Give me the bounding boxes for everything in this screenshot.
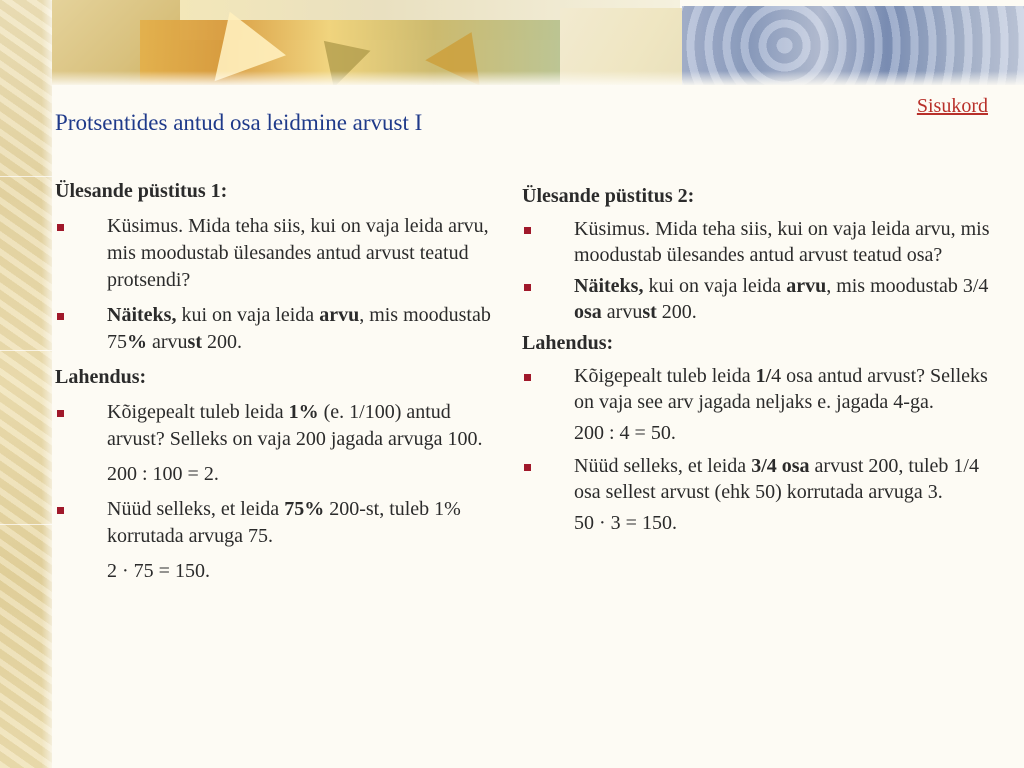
question-text: Küsimus. Mida teha siis, kui on vaja leida arvu, mis moodustab ülesandes antud arvust teatud osa? (574, 218, 990, 266)
left-decorative-strip (0, 0, 52, 768)
task-1-column (55, 178, 495, 593)
step-text: arvust 200, tuleb 1/4 osa sellest arvust (ehk 50) korrutada arvuga 3. (574, 455, 979, 503)
step-text: 200-st, tuleb 1% korrutada arvuga 75. (107, 498, 461, 547)
list-item (55, 213, 495, 294)
step-text: Kõigepealt tuleb leida (107, 401, 289, 423)
task-2-column (522, 183, 992, 543)
example-bold: st (187, 331, 202, 353)
strip-divider (0, 176, 52, 177)
bullet-icon (57, 313, 64, 320)
calculation: 200 : 100 = 2. (107, 463, 219, 485)
example-text: 200. (202, 331, 242, 353)
list-item (55, 302, 495, 356)
list-item (55, 496, 495, 550)
example-text: arvu (147, 331, 188, 353)
bullet-icon (57, 507, 64, 514)
question-text: Küsimus. Mida teha siis, kui on vaja leida arvu, mis moodustab ülesandes antud arvust teatud protsendi? (107, 215, 489, 291)
bullet-icon (57, 410, 64, 417)
step-text: Nüüd selleks, et leida (107, 498, 285, 520)
example-text: , mis moodustab 3/4 (826, 275, 989, 297)
step-bold: 75% (284, 498, 325, 520)
example-bold: osa (574, 301, 602, 323)
list-item (522, 363, 992, 415)
step-bold: 1% (288, 401, 319, 423)
strip-divider (0, 350, 52, 351)
list-item (522, 453, 992, 505)
step-bold: 1/ (755, 365, 772, 387)
example-label: Näiteks, (107, 304, 177, 326)
example-text: , mis moodustab 75 (107, 304, 491, 353)
list-item (522, 273, 992, 325)
bullet-icon (524, 464, 531, 471)
slide-title: Protsentides antud osa leidmine arvust I (55, 110, 423, 135)
example-text: 200. (656, 301, 697, 323)
calculation: 2 · 75 = 150. (107, 560, 210, 582)
step-text: Kõigepealt tuleb leida (574, 365, 756, 387)
example-bold: arvu (786, 275, 827, 297)
example-text: kui on vaja leida (643, 275, 787, 297)
table-of-contents-link[interactable]: Sisukord (916, 95, 988, 117)
bullet-icon (57, 224, 64, 231)
step-text: 4 osa antud arvust? Selleks on vaja see arv jagada neljaks e. jagada 4-ga. (574, 365, 988, 413)
step-text: (e. 1/100) antud arvust? Selleks on vaja 200 jagada arvuga 100. (107, 401, 483, 450)
bullet-icon (524, 374, 531, 381)
task-2-heading: Ülesande püstitus 2: (522, 185, 695, 207)
example-bold: st (642, 301, 657, 323)
example-label: Näiteks, (574, 275, 644, 297)
task-1-heading: Ülesande püstitus 1: (55, 180, 228, 202)
example-bold: arvu (319, 304, 360, 326)
calculation: 50 · 3 = 150. (574, 512, 677, 534)
calculation: 200 : 4 = 50. (574, 422, 676, 444)
example-text: arvu (601, 301, 643, 323)
list-item (522, 216, 992, 268)
solution-heading: Lahendus: (55, 366, 147, 388)
example-text: kui on vaja leida (176, 304, 320, 326)
strip-divider (0, 524, 52, 525)
step-text: Nüüd selleks, et leida (574, 455, 752, 477)
solution-heading: Lahendus: (522, 332, 614, 354)
list-item (55, 399, 495, 453)
bullet-icon (524, 227, 531, 234)
header-decorative-band (52, 0, 1024, 85)
example-bold: % (127, 331, 147, 353)
bullet-icon (524, 284, 531, 291)
step-bold: 3/4 osa (751, 455, 810, 477)
